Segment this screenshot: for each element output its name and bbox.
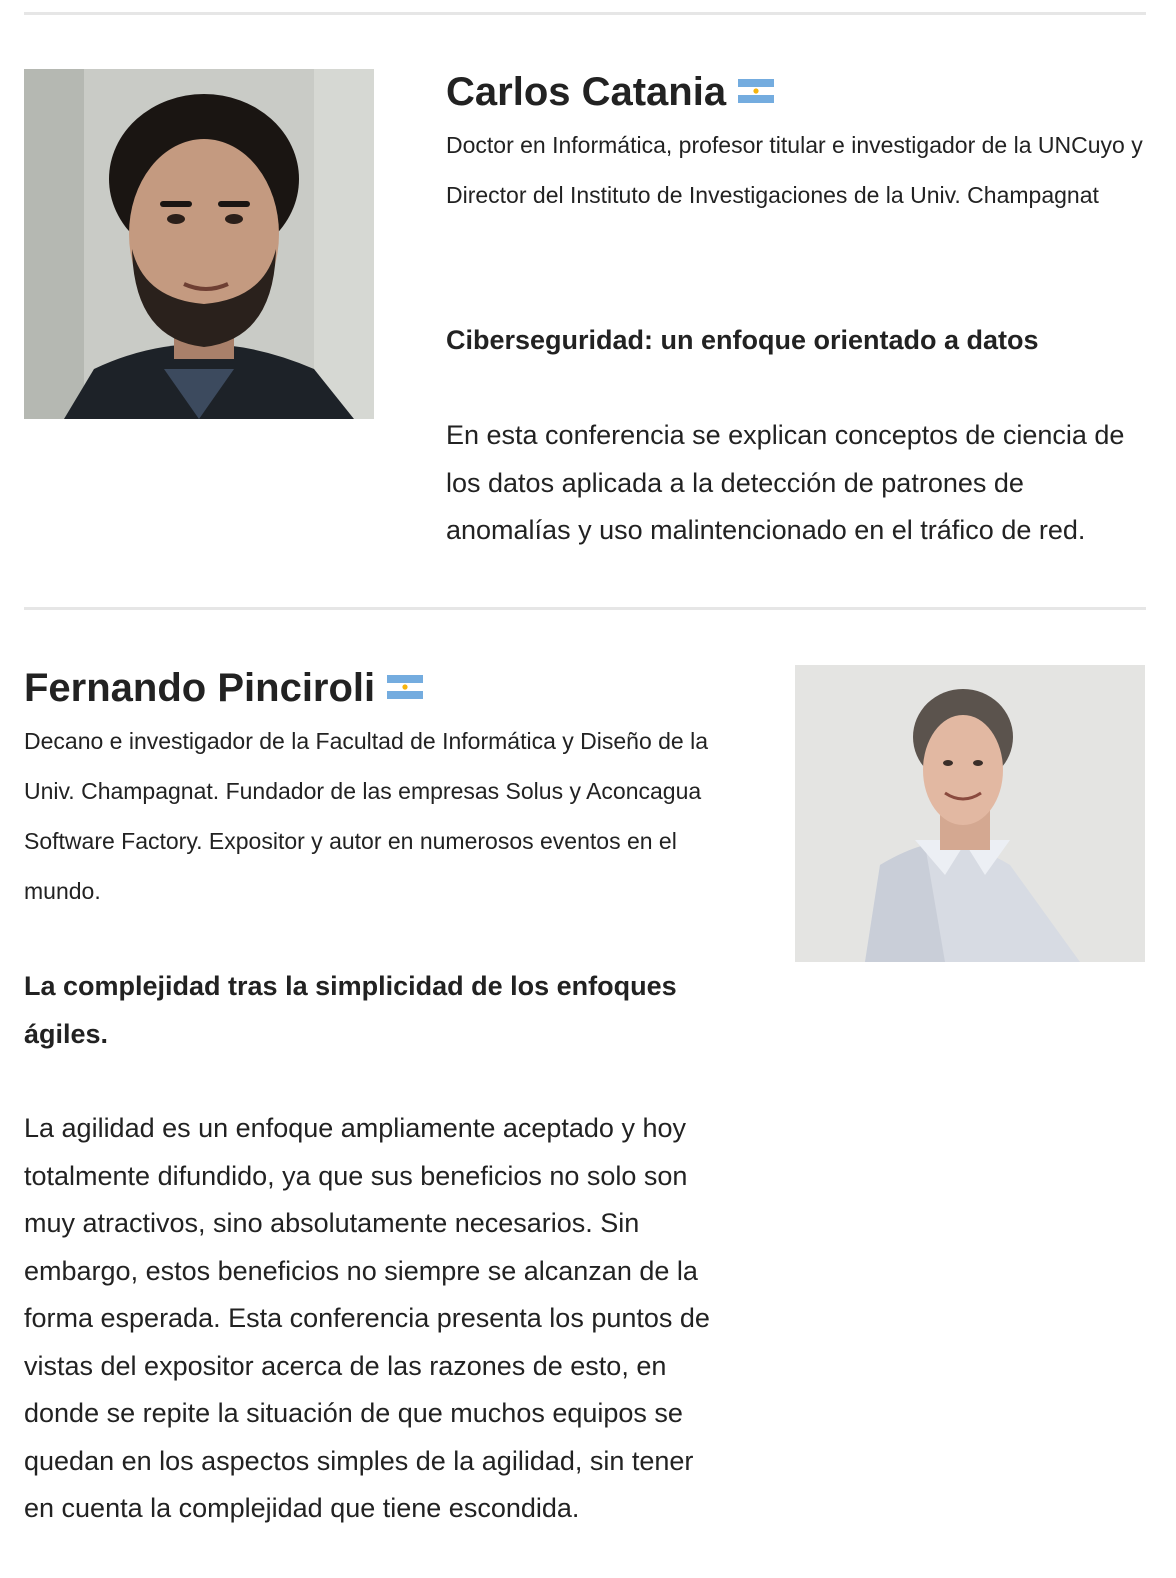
- speaker-name-text: Fernando Pinciroli: [24, 666, 376, 710]
- argentina-flag-icon: [387, 675, 423, 699]
- speaker-name: [24, 665, 423, 711]
- speaker-bio: Decano e investigador de la Facultad de Informática y Diseño de la Univ. Champagnat. Fundador de las empresas Solus y Aconcagua Software Factory. Expositor y autor en numerosos eventos en el mundo.: [24, 728, 709, 904]
- speaker-photo-fernando-pinciroli: [795, 665, 1145, 962]
- talk-title: Ciberseguridad: un enfoque orientado a datos: [446, 325, 1039, 355]
- speaker-name-text: Carlos Catania: [446, 70, 727, 114]
- speaker-name: [446, 69, 774, 115]
- talk-abstract: La agilidad es un enfoque ampliamente aceptado y hoy totalmente difundido, ya que sus beneficios no solo son muy atractivos, sino absolutamente necesarios. Sin embargo, estos beneficios no siempre se alcanzan de la forma esperada. Esta conferencia presenta los puntos de vistas del expositor acerca de las razones de esto, en donde se repite la situación de que muchos equipos se quedan en los aspectos simples de la agilidad, sin tener en cuenta la complejidad que tiene escondida.: [24, 1113, 710, 1523]
- talk-title: La complejidad tras la simplicidad de los enfoques ágiles.: [24, 971, 677, 1049]
- speaker-bio: Doctor en Informática, profesor titular e investigador de la UNCuyo y Director del Instituto de Investigaciones de la Univ. Champagnat: [446, 132, 1143, 208]
- argentina-flag-icon: [738, 79, 774, 103]
- section-divider: [24, 607, 1146, 610]
- section-divider: [24, 12, 1146, 15]
- talk-abstract: En esta conferencia se explican conceptos de ciencia de los datos aplicada a la detección de patrones de anomalías y uso malintencionado en el tráfico de red.: [446, 420, 1125, 545]
- speaker-photo-carlos-catania: [24, 69, 374, 419]
